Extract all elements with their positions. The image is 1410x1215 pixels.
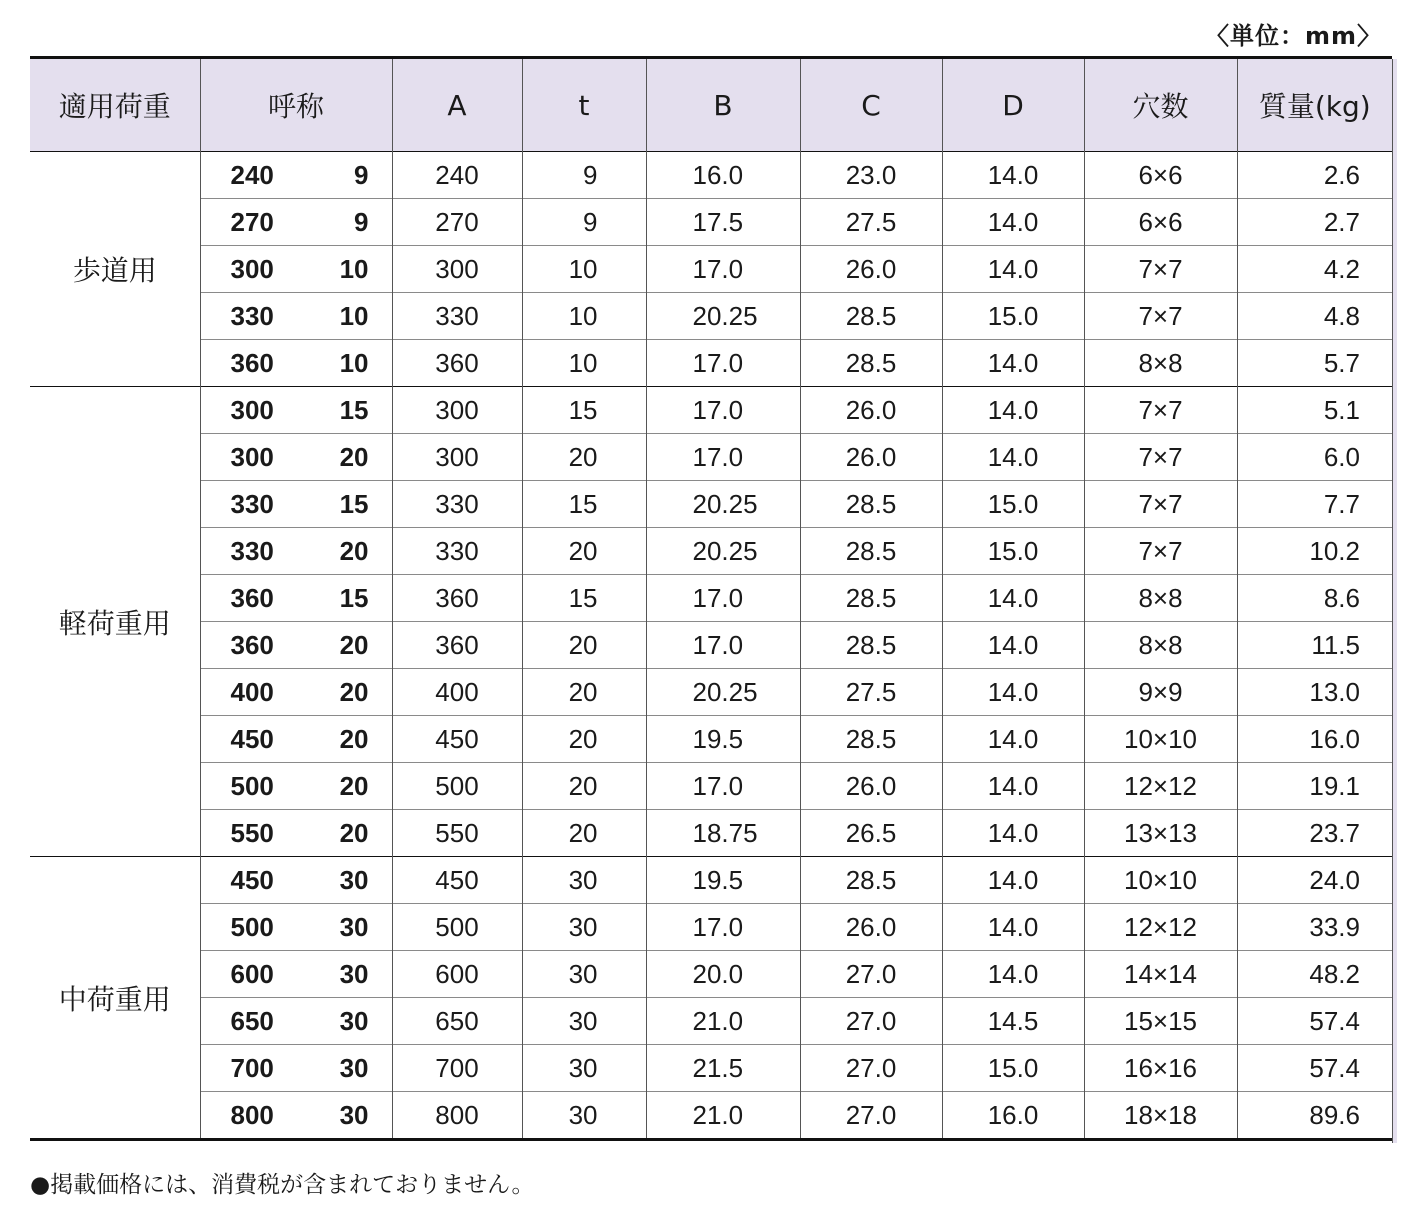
cell-b: 17.0 [646, 904, 800, 951]
cell-b: 17.0 [646, 763, 800, 810]
nominal-cell [200, 1092, 392, 1140]
nominal-cell [200, 575, 392, 622]
cell-a: 450 [392, 716, 522, 763]
nominal-thickness: 20 [339, 676, 369, 707]
cell-c: 27.0 [800, 951, 942, 998]
nominal-cell [200, 152, 392, 199]
cell-t: 20 [522, 669, 646, 716]
cell-t: 20 [522, 622, 646, 669]
cell-holes: 7×7 [1084, 387, 1237, 434]
cell-holes: 10×10 [1084, 716, 1237, 763]
cell-t: 30 [522, 1045, 646, 1092]
cell-b: 19.5 [646, 857, 800, 904]
table-row [30, 669, 1392, 716]
nominal-thickness: 10 [339, 253, 369, 284]
cell-mass: 57.4 [1237, 1045, 1392, 1092]
nominal-thickness: 20 [339, 441, 369, 472]
table-row [30, 951, 1392, 998]
table-row [30, 387, 1392, 434]
cell-c: 26.0 [800, 246, 942, 293]
cell-b: 18.75 [646, 810, 800, 857]
cell-mass: 2.7 [1237, 199, 1392, 246]
cell-d: 14.0 [942, 199, 1084, 246]
cell-t: 30 [522, 951, 646, 998]
table-row [30, 528, 1392, 575]
cell-c: 28.5 [800, 857, 942, 904]
table-row [30, 716, 1392, 763]
cell-t: 20 [522, 434, 646, 481]
load-category: 中荷重用 [30, 857, 200, 1140]
cell-t: 20 [522, 716, 646, 763]
spec-table [30, 56, 1392, 1141]
cell-b: 20.25 [646, 293, 800, 340]
cell-d: 14.0 [942, 763, 1084, 810]
cell-c: 27.0 [800, 1092, 942, 1140]
cell-holes: 7×7 [1084, 528, 1237, 575]
cell-holes: 12×12 [1084, 763, 1237, 810]
cell-holes: 15×15 [1084, 998, 1237, 1045]
cell-a: 600 [392, 951, 522, 998]
cell-t: 30 [522, 998, 646, 1045]
cell-b: 21.0 [646, 1092, 800, 1140]
nominal-cell [200, 998, 392, 1045]
cell-t: 30 [522, 1092, 646, 1140]
cell-b: 20.25 [646, 669, 800, 716]
cell-holes: 14×14 [1084, 951, 1237, 998]
cell-a: 450 [392, 857, 522, 904]
table-row [30, 810, 1392, 857]
cell-b: 17.0 [646, 434, 800, 481]
cell-b: 17.0 [646, 622, 800, 669]
nominal-size: 450 [230, 723, 274, 754]
cell-mass: 13.0 [1237, 669, 1392, 716]
cell-holes: 7×7 [1084, 434, 1237, 481]
cell-d: 14.0 [942, 904, 1084, 951]
nominal-cell [200, 763, 392, 810]
load-category: 軽荷重用 [30, 387, 200, 857]
cell-mass: 24.0 [1237, 857, 1392, 904]
nominal-thickness: 10 [339, 300, 369, 331]
nominal-thickness: 30 [339, 958, 369, 989]
nominal-size: 500 [230, 770, 274, 801]
cell-c: 28.5 [800, 340, 942, 387]
nominal-cell [200, 528, 392, 575]
nominal-size: 330 [230, 300, 274, 331]
cell-mass: 48.2 [1237, 951, 1392, 998]
cell-mass: 57.4 [1237, 998, 1392, 1045]
cell-c: 28.5 [800, 575, 942, 622]
nominal-thickness: 15 [339, 582, 369, 613]
cell-c: 28.5 [800, 528, 942, 575]
cell-mass: 4.2 [1237, 246, 1392, 293]
cell-mass: 23.7 [1237, 810, 1392, 857]
nominal-size: 500 [230, 911, 274, 942]
nominal-cell [200, 810, 392, 857]
header-c: C [800, 58, 942, 152]
cell-holes: 10×10 [1084, 857, 1237, 904]
cell-b: 20.25 [646, 528, 800, 575]
header-t: t [522, 58, 646, 152]
cell-a: 360 [392, 622, 522, 669]
unit-label: 〈単位：mm〉 [1204, 22, 1382, 50]
nominal-thickness: 20 [339, 770, 369, 801]
nominal-size: 270 [230, 206, 274, 237]
cell-d: 14.0 [942, 716, 1084, 763]
cell-holes: 13×13 [1084, 810, 1237, 857]
cell-holes: 9×9 [1084, 669, 1237, 716]
cell-t: 30 [522, 857, 646, 904]
cell-c: 26.0 [800, 387, 942, 434]
cell-holes: 8×8 [1084, 340, 1237, 387]
cell-c: 26.0 [800, 763, 942, 810]
cell-d: 14.0 [942, 669, 1084, 716]
table-row [30, 434, 1392, 481]
cell-t: 10 [522, 340, 646, 387]
cell-c: 23.0 [800, 152, 942, 199]
nominal-cell [200, 1045, 392, 1092]
nominal-size: 650 [230, 1005, 274, 1036]
cell-mass: 5.7 [1237, 340, 1392, 387]
table-row [30, 904, 1392, 951]
nominal-cell [200, 481, 392, 528]
nominal-size: 300 [230, 441, 274, 472]
cell-t: 20 [522, 763, 646, 810]
nominal-thickness: 30 [339, 864, 369, 895]
nominal-cell [200, 340, 392, 387]
nominal-cell [200, 951, 392, 998]
cell-b: 20.25 [646, 481, 800, 528]
table-row [30, 998, 1392, 1045]
cell-a: 700 [392, 1045, 522, 1092]
nominal-thickness: 10 [339, 347, 369, 378]
cell-holes: 12×12 [1084, 904, 1237, 951]
cell-a: 300 [392, 246, 522, 293]
cell-holes: 7×7 [1084, 293, 1237, 340]
cell-b: 17.0 [646, 246, 800, 293]
cell-d: 15.0 [942, 1045, 1084, 1092]
cell-d: 14.0 [942, 246, 1084, 293]
cell-c: 28.5 [800, 716, 942, 763]
cell-d: 14.0 [942, 434, 1084, 481]
cell-b: 17.5 [646, 199, 800, 246]
nominal-thickness: 20 [339, 817, 369, 848]
cell-d: 14.0 [942, 857, 1084, 904]
cell-b: 17.0 [646, 340, 800, 387]
cell-c: 28.5 [800, 481, 942, 528]
cell-a: 360 [392, 340, 522, 387]
header-row [30, 58, 1392, 152]
cell-c: 26.0 [800, 434, 942, 481]
cell-t: 20 [522, 528, 646, 575]
cell-holes: 8×8 [1084, 575, 1237, 622]
nominal-cell [200, 387, 392, 434]
header-b: B [646, 58, 800, 152]
nominal-thickness: 30 [339, 1099, 369, 1130]
header-load: 適用荷重 [30, 58, 200, 152]
cell-d: 15.0 [942, 528, 1084, 575]
cell-a: 650 [392, 998, 522, 1045]
table-row [30, 340, 1392, 387]
cell-c: 28.5 [800, 293, 942, 340]
table-row [30, 575, 1392, 622]
cell-b: 17.0 [646, 575, 800, 622]
cell-mass: 7.7 [1237, 481, 1392, 528]
cell-t: 15 [522, 575, 646, 622]
cell-mass: 5.1 [1237, 387, 1392, 434]
nominal-size: 400 [230, 676, 274, 707]
cell-b: 21.5 [646, 1045, 800, 1092]
cell-d: 14.0 [942, 810, 1084, 857]
nominal-thickness: 20 [339, 535, 369, 566]
nominal-cell [200, 716, 392, 763]
load-category: 歩道用 [72, 254, 157, 287]
cell-b: 19.5 [646, 716, 800, 763]
cell-t: 15 [522, 481, 646, 528]
cell-mass: 8.6 [1237, 575, 1392, 622]
nominal-thickness: 20 [339, 629, 369, 660]
nominal-cell [200, 293, 392, 340]
header-a: A [392, 58, 522, 152]
cell-t: 9 [522, 152, 646, 199]
cell-mass: 89.6 [1237, 1092, 1392, 1140]
table-row [30, 246, 1392, 293]
table-row [30, 763, 1392, 810]
nominal-size: 300 [230, 394, 274, 425]
nominal-size: 360 [230, 582, 274, 613]
cell-a: 550 [392, 810, 522, 857]
tax-note: ●掲載価格には、消費税が含まれておりません。 [30, 1172, 535, 1198]
cell-mass: 16.0 [1237, 716, 1392, 763]
header-d: D [942, 58, 1084, 152]
cell-holes: 6×6 [1084, 152, 1237, 199]
cell-d: 14.0 [942, 340, 1084, 387]
nominal-cell [200, 857, 392, 904]
cell-mass: 33.9 [1237, 904, 1392, 951]
cell-a: 330 [392, 293, 522, 340]
nominal-size: 360 [230, 347, 274, 378]
cell-t: 9 [522, 199, 646, 246]
cell-holes: 18×18 [1084, 1092, 1237, 1140]
cell-t: 20 [522, 810, 646, 857]
table-row [30, 152, 1392, 199]
cell-a: 500 [392, 763, 522, 810]
cell-t: 10 [522, 246, 646, 293]
nominal-size: 800 [230, 1099, 274, 1130]
cell-holes: 7×7 [1084, 481, 1237, 528]
cell-a: 330 [392, 481, 522, 528]
cell-a: 300 [392, 387, 522, 434]
cell-a: 240 [392, 152, 522, 199]
nominal-thickness: 30 [339, 911, 369, 942]
table-body [30, 152, 1392, 1140]
cell-a: 270 [392, 199, 522, 246]
cell-b: 17.0 [646, 387, 800, 434]
table-row [30, 622, 1392, 669]
cell-d: 15.0 [942, 293, 1084, 340]
table-row [30, 199, 1392, 246]
cell-c: 27.5 [800, 669, 942, 716]
cell-mass: 2.6 [1237, 152, 1392, 199]
cell-d: 15.0 [942, 481, 1084, 528]
cell-holes: 16×16 [1084, 1045, 1237, 1092]
nominal-cell [200, 669, 392, 716]
cell-mass: 4.8 [1237, 293, 1392, 340]
nominal-size: 700 [230, 1052, 274, 1083]
cell-d: 14.0 [942, 622, 1084, 669]
cell-a: 400 [392, 669, 522, 716]
cell-d: 14.5 [942, 998, 1084, 1045]
table-row [30, 293, 1392, 340]
nominal-cell [200, 246, 392, 293]
nominal-thickness: 9 [354, 159, 369, 190]
nominal-size: 240 [230, 159, 274, 190]
nominal-size: 330 [230, 488, 274, 519]
nominal-cell [200, 622, 392, 669]
table-row [30, 1045, 1392, 1092]
nominal-thickness: 15 [339, 394, 369, 425]
cell-a: 300 [392, 434, 522, 481]
nominal-size: 450 [230, 864, 274, 895]
cell-d: 16.0 [942, 1092, 1084, 1140]
nominal-thickness: 20 [339, 723, 369, 754]
cell-b: 21.0 [646, 998, 800, 1045]
header-holes: 穴数 [1084, 58, 1237, 152]
cell-t: 30 [522, 904, 646, 951]
cell-d: 14.0 [942, 575, 1084, 622]
cell-b: 20.0 [646, 951, 800, 998]
cell-c: 27.0 [800, 1045, 942, 1092]
cell-c: 27.5 [800, 199, 942, 246]
cell-c: 27.0 [800, 998, 942, 1045]
cell-a: 360 [392, 575, 522, 622]
cell-c: 28.5 [800, 622, 942, 669]
table-row [30, 481, 1392, 528]
cell-a: 500 [392, 904, 522, 951]
nominal-size: 550 [230, 817, 274, 848]
cell-t: 15 [522, 387, 646, 434]
nominal-cell [200, 904, 392, 951]
nominal-thickness: 15 [339, 488, 369, 519]
cell-mass: 11.5 [1237, 622, 1392, 669]
nominal-thickness: 30 [339, 1052, 369, 1083]
nominal-cell [200, 434, 392, 481]
nominal-size: 600 [230, 958, 274, 989]
cell-c: 26.5 [800, 810, 942, 857]
cell-holes: 6×6 [1084, 199, 1237, 246]
nominal-cell [200, 199, 392, 246]
table-edge [1392, 59, 1397, 1143]
cell-mass: 19.1 [1237, 763, 1392, 810]
cell-b: 16.0 [646, 152, 800, 199]
cell-mass: 10.2 [1237, 528, 1392, 575]
cell-a: 800 [392, 1092, 522, 1140]
nominal-size: 360 [230, 629, 274, 660]
cell-holes: 8×8 [1084, 622, 1237, 669]
table-row [30, 857, 1392, 904]
header-nominal: 呼称 [200, 58, 392, 152]
nominal-size: 300 [230, 253, 274, 284]
cell-t: 10 [522, 293, 646, 340]
nominal-thickness: 9 [354, 206, 369, 237]
cell-holes: 7×7 [1084, 246, 1237, 293]
cell-d: 14.0 [942, 152, 1084, 199]
table-row [30, 1092, 1392, 1140]
cell-mass: 6.0 [1237, 434, 1392, 481]
table-header [30, 58, 1392, 152]
cell-a: 330 [392, 528, 522, 575]
nominal-thickness: 30 [339, 1005, 369, 1036]
header-mass: 質量(kg) [1237, 58, 1392, 152]
cell-d: 14.0 [942, 951, 1084, 998]
nominal-size: 330 [230, 535, 274, 566]
cell-c: 26.0 [800, 904, 942, 951]
cell-d: 14.0 [942, 387, 1084, 434]
